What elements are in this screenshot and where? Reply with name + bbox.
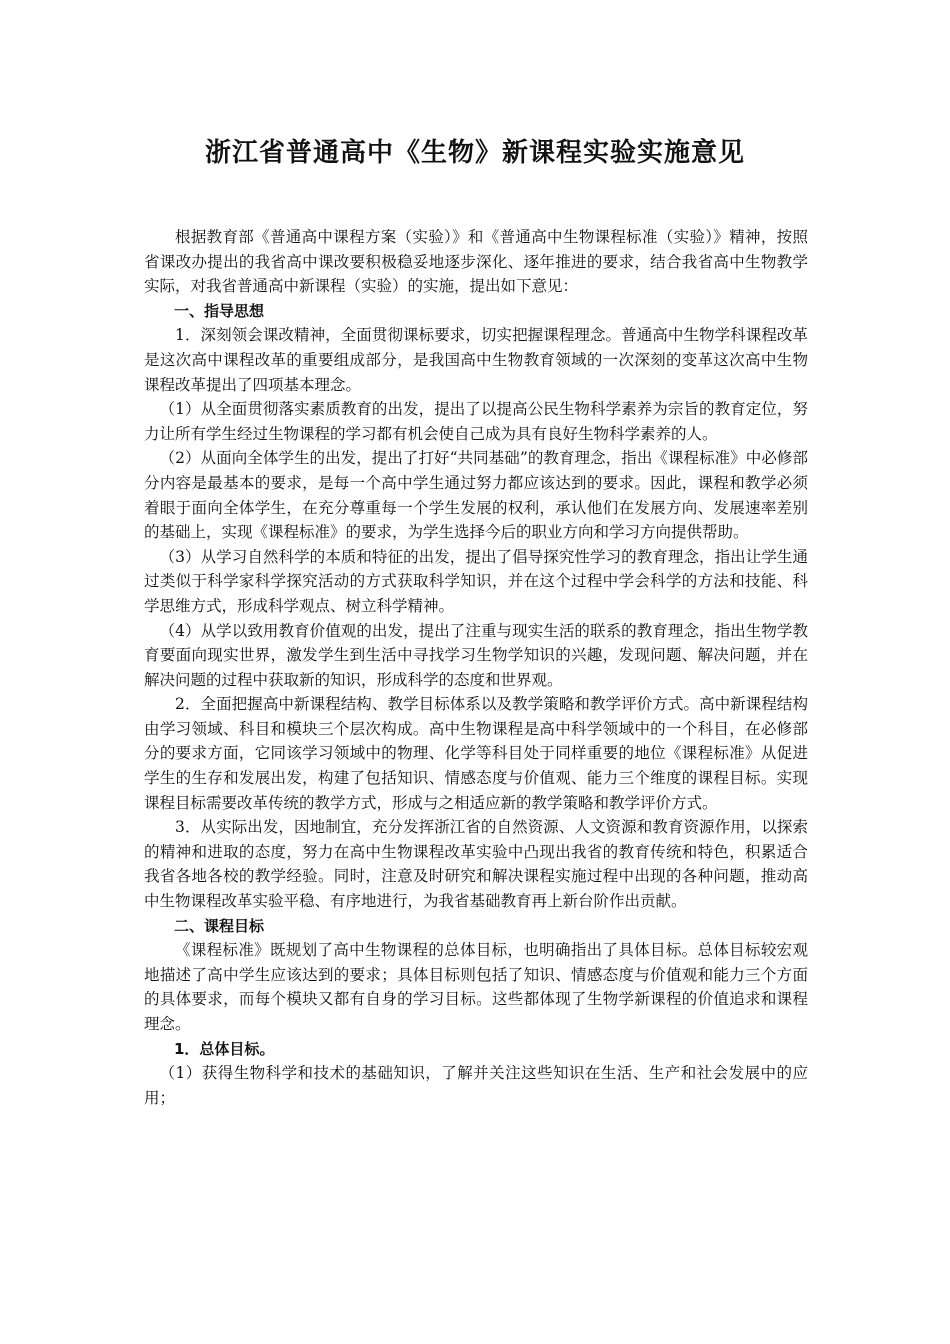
goal-item-1: （1）获得生物科学和技术的基础知识，了解并关注这些知识在生活、生产和社会发展中的应用； <box>144 1064 808 1107</box>
paragraph-goals: 《课程标准》既规划了高中生物课程的总体目标，也明确指出了具体目标。总体目标较宏观地描述了高中学生应该达到的要求；具体目标则包括了知识、情感态度与价值观和能力三个方面的具体要求，而每个模块又都有自身的学习目标。这些都体现了生物学新课程的价值追求和课程理念。 <box>144 941 808 1033</box>
intro-paragraph: 根据教育部《普通高中课程方案（实验）》和《普通高中生物课程标准（实验）》精神，按照省课改办提出的我省高中课改要积极稳妥地逐步深化、逐年推进的要求，结合我省高中生物教学实际，对我省普通高中新课程（实验）的实施，提出如下意见： <box>144 228 808 296</box>
list-item-1: （1）从全面贯彻落实素质教育的出发，提出了以提高公民生物科学素养为宗旨的教育定位，努力让所有学生经过生物课程的学习都有机会使自己成为具有良好生物科学素养的人。 <box>144 400 808 443</box>
section-heading-course-goals: 二、课程目标 <box>174 916 265 935</box>
list-item-3: （3）从学习自然科学的本质和特征的出发，提出了倡导探究性学习的教育理念，指出让学生通过类似于科学家科学探究活动的方式获取科学知识，并在这个过程中学会科学的方法和技能、科学思维方式，形成科学观点、树立科学精神。 <box>144 547 808 615</box>
list-item-2: （2）从面向全体学生的出发，提出了打好“共同基础”的教育理念，指出《课程标准》中必修部分内容是最基本的要求，是每一个高中学生通过努力都应该达到的要求。因此，课程和教学必须着眼于面向全体学生，在充分尊重每一个学生发展的权利，承认他们在发展方向、发展速率差别的基础上，实现《课程标准》的要求，为学生选择今后的职业方向和学习方向提供帮助。 <box>144 449 808 542</box>
paragraph-1: 1．深刻领会课改精神，全面贯彻课标要求，切实把握课程理念。普通高中生物学科课程改革是这次高中课程改革的重要组成部分，是我国高中生物教育领域的一次深刻的变革这次高中生物课程改革提出了四项基本理念。 <box>144 326 808 394</box>
list-item-4: （4）从学以致用教育价值观的出发，提出了注重与现实生活的联系的教育理念，指出生物学教育要面向现实世界，激发学生到生活中寻找学习生物学知识的兴趣，发现问题、解决问题，并在解决问题的过程中获取新的知识，形成科学的态度和世界观。 <box>144 621 808 689</box>
section-heading-guiding-thought: 一、指导思想 <box>174 301 265 320</box>
document-title: 浙江省普通高中《生物》新课程实验实施意见 <box>204 138 745 168</box>
paragraph-2: 2．全面把握高中新课程结构、教学目标体系以及教学策略和教学评价方式。高中新课程结构由学习领域、科目和模块三个层次构成。高中生物课程是高中科学领域中的一个科目，在必修部分的要求方面，它同该学习领域中的物理、化学等科目处于同样重要的地位《课程标准》从促进学生的生存和发展出发，构建了包括知识、情感态度与价值观、能力三个维度的课程目标。实现课程目标需要改革传统的教学方式，形成与之相适应新的教学策略和教学评价方式。 <box>144 695 808 812</box>
paragraph-3: 3．从实际出发，因地制宜，充分发挥浙江省的自然资源、人文资源和教育资源作用，以探索的精神和进取的态度，努力在高中生物课程改革实验中凸现出我省的教育传统和特色，积累适合我省各地各校的教学经验。同时，注意及时研究和解决课程实施过程中出现的各种问题，推动高中生物课程改革实验平稳、有序地进行，为我省基础教育再上新台阶作出贡献。 <box>144 818 808 911</box>
document-body <box>144 225 808 1110</box>
subheading-overall-goals: 1．总体目标。 <box>174 1039 275 1058</box>
